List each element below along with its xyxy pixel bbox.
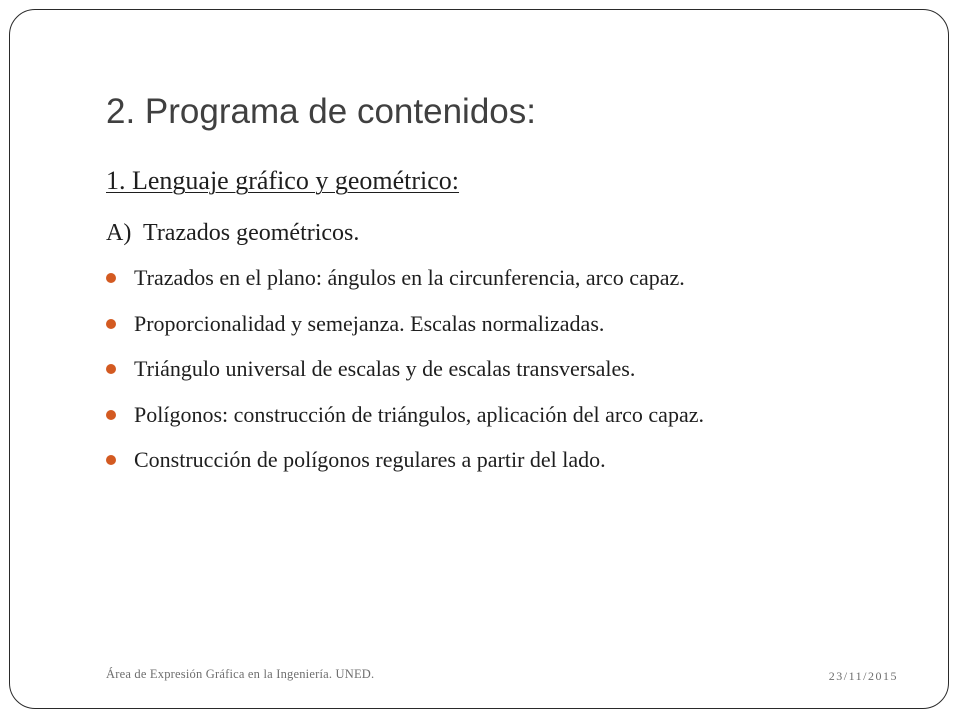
list-item	[106, 398, 704, 444]
bullet-dot-icon	[106, 319, 116, 329]
list-item	[106, 443, 704, 489]
footer-text: Área de Expresión Gráfica en la Ingeniería. UNED.	[106, 667, 375, 681]
list-item-text: Construcción de polígonos regulares a partir del lado.	[134, 447, 606, 472]
list-item-text: Proporcionalidad y semejanza. Escalas normalizadas.	[134, 310, 605, 336]
list-item-text: Polígonos: construcción de triángulos, aplicación del arco capaz.	[134, 401, 704, 427]
subheading	[106, 217, 359, 249]
footer-date: 23/11/2015	[828, 669, 898, 683]
list-item-text: Trazados en el plano: ángulos en la circunferencia, arco capaz.	[134, 265, 685, 290]
bullet-dot-icon	[106, 455, 116, 465]
bullet-list	[106, 261, 704, 489]
list-item	[106, 307, 704, 353]
bullet-dot-icon	[106, 273, 116, 283]
list-item-text: Triángulo universal de escalas y de escalas transversales.	[134, 356, 636, 381]
slide-title: 2. Programa de contenidos:	[106, 92, 536, 131]
list-item	[106, 261, 704, 307]
bullet-dot-icon	[106, 410, 116, 420]
subheading-text: Trazados geométricos.	[143, 220, 360, 246]
subheading-marker: A)	[106, 220, 132, 246]
list-item	[106, 352, 704, 398]
bullet-dot-icon	[106, 364, 116, 374]
section-heading: 1. Lenguaje gráfico y geométrico:	[106, 166, 460, 195]
